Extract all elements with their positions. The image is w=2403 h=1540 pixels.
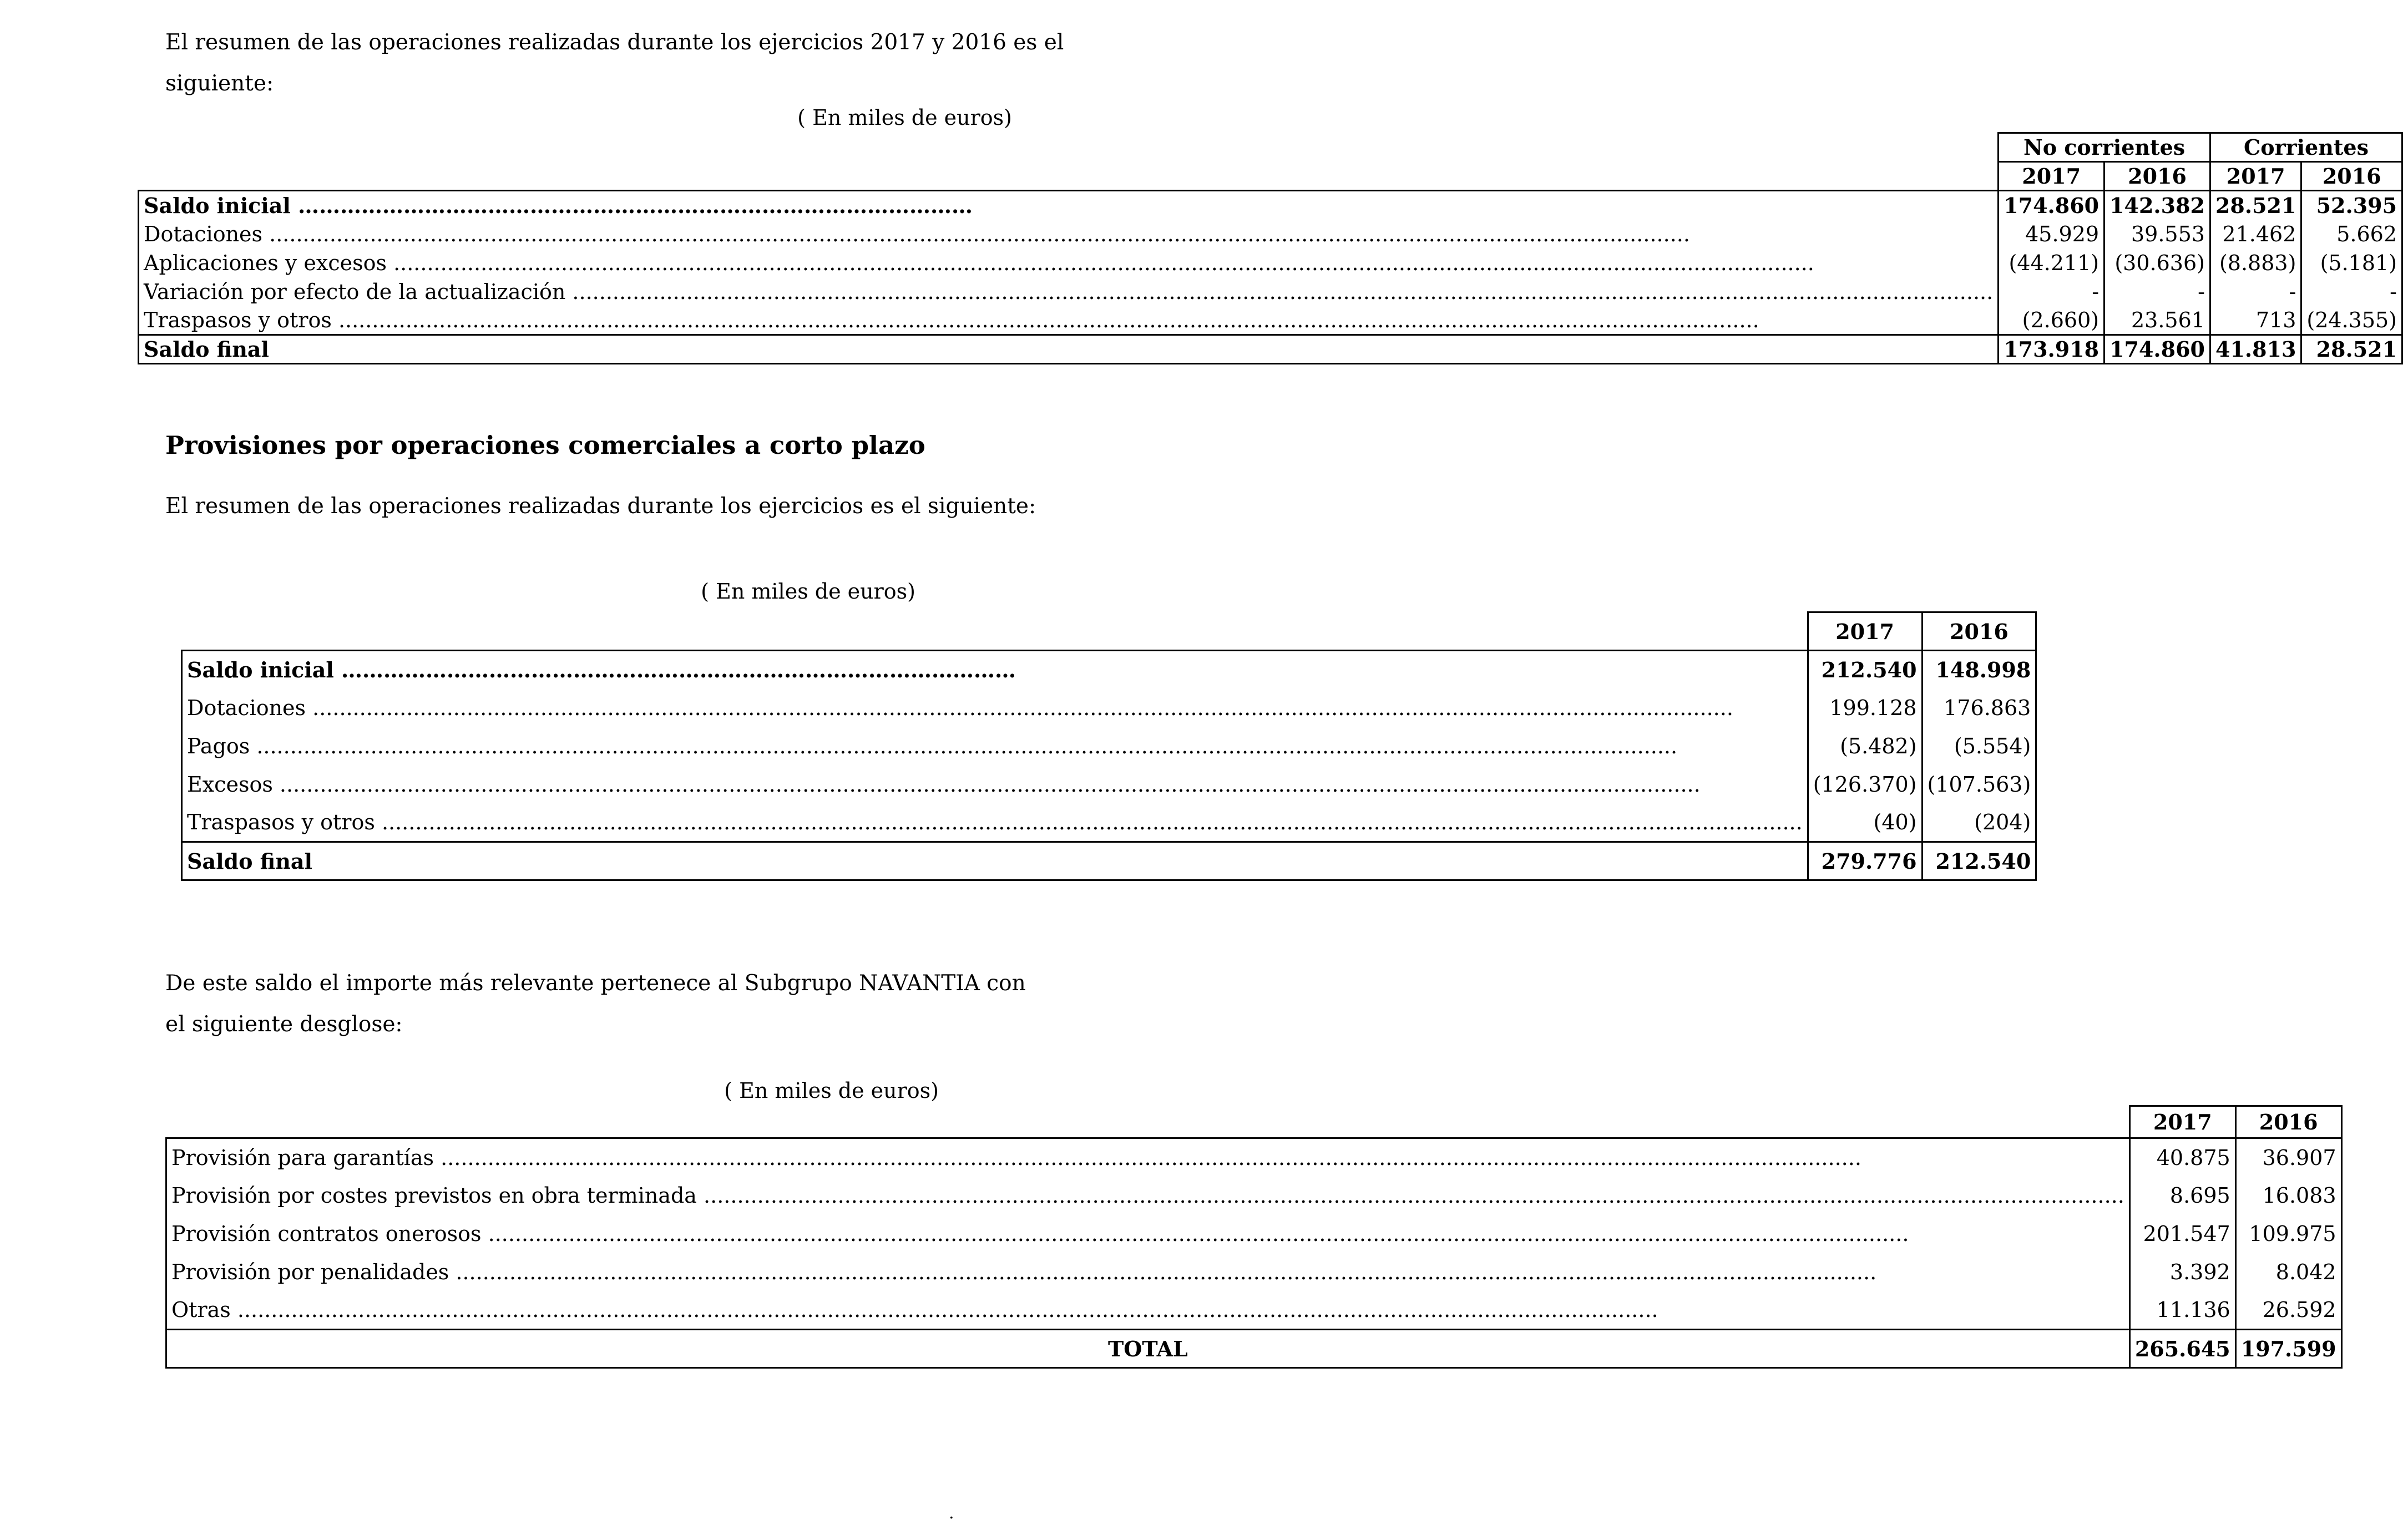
table1-group-header-row [139, 133, 2402, 162]
year-header: 2017 [2210, 162, 2301, 191]
cell-value: (40) [1808, 804, 1922, 842]
cell-value: (30.636) [2104, 249, 2210, 277]
year-header: 2017 [2129, 1106, 2235, 1138]
section2-intro: El resumen de las operaciones realizadas durante los ejercicios es el siguiente: [165, 494, 1036, 519]
cell-value: - [2104, 277, 2210, 306]
cell-value: 36.907 [2235, 1138, 2341, 1177]
cell-value: 5.662 [2301, 220, 2402, 249]
cell-value: 212.540 [1922, 842, 2036, 880]
cell-value: 201.547 [2129, 1215, 2235, 1253]
table-row [139, 306, 2402, 335]
cell-value: 3.392 [2129, 1253, 2235, 1291]
cell-value: (107.563) [1922, 766, 2036, 804]
table-row [139, 249, 2402, 277]
row-label: Provisión por costes previstos en obra terminada ..... [166, 1177, 2130, 1215]
cell-value: 713 [2210, 306, 2301, 335]
row-label: Pagos ..... [182, 727, 1808, 766]
footer-mark: . [949, 1503, 954, 1523]
year-header: 2017 [1808, 612, 1922, 651]
table3-units: ( En miles de euros) [724, 1078, 939, 1103]
year-header: 2016 [2235, 1106, 2341, 1138]
row-label: Variación por efecto de la actualización ..... [139, 277, 1999, 306]
row-label: Otras ..... [166, 1291, 2130, 1330]
cell-value: 26.592 [2235, 1291, 2341, 1330]
year-header: 2016 [1922, 612, 2036, 651]
row-label: Aplicaciones y excesos ..... [139, 249, 1999, 277]
cell-value: (204) [1922, 804, 2036, 842]
table-row [182, 727, 2036, 766]
row-label: Excesos ..... [182, 766, 1808, 804]
cell-value: (2.660) [1999, 306, 2104, 335]
year-header: 2017 [1999, 162, 2104, 191]
cell-value: 21.462 [2210, 220, 2301, 249]
cell-value: 28.521 [2301, 335, 2402, 364]
table-row [182, 689, 2036, 727]
cell-value: 142.382 [2104, 191, 2210, 220]
cell-value: 28.521 [2210, 191, 2301, 220]
cell-value: 199.128 [1808, 689, 1922, 727]
table-row [166, 1215, 2342, 1253]
table-row [166, 1291, 2342, 1330]
row-label: Provisión para garantías ..... [166, 1138, 2130, 1177]
cell-value: - [1999, 277, 2104, 306]
cell-value: 148.998 [1922, 651, 2036, 689]
cell-value: 39.553 [2104, 220, 2210, 249]
intro-paragraph [165, 22, 1064, 104]
table-row [139, 191, 2402, 220]
cell-value: (24.355) [2301, 306, 2402, 335]
cell-value: 23.561 [2104, 306, 2210, 335]
cell-value: 8.695 [2129, 1177, 2235, 1215]
row-label: Traspasos y otros ..... [182, 804, 1808, 842]
table-row [182, 651, 2036, 689]
cell-value: (126.370) [1808, 766, 1922, 804]
table3-year-row [166, 1106, 2342, 1138]
table-row [166, 1253, 2342, 1291]
table3 [165, 1105, 2343, 1369]
table1 [138, 132, 2403, 364]
cell-value: 45.929 [1999, 220, 2104, 249]
cell-value: 279.776 [1808, 842, 1922, 880]
table-row [182, 804, 2036, 842]
year-header: 2016 [2104, 162, 2210, 191]
cell-value: - [2210, 277, 2301, 306]
table-row-total [139, 335, 2402, 364]
cell-value: 11.136 [2129, 1291, 2235, 1330]
cell-value: (8.883) [2210, 249, 2301, 277]
cell-value: 16.083 [2235, 1177, 2341, 1215]
header-corrientes: Corrientes [2210, 133, 2402, 162]
table-row [139, 277, 2402, 306]
table-row [166, 1138, 2342, 1177]
row-label: Saldo inicial …………………………………………………………………………………… [182, 651, 1808, 689]
cell-value: 174.860 [2104, 335, 2210, 364]
cell-value: 176.863 [1922, 689, 2036, 727]
cell-value: 265.645 [2129, 1330, 2235, 1368]
row-label: Saldo final [139, 335, 1999, 364]
cell-value: - [2301, 277, 2402, 306]
cell-value: (44.211) [1999, 249, 2104, 277]
row-label: Provisión por penalidades ..... [166, 1253, 2130, 1291]
row-label: Saldo final [182, 842, 1808, 880]
cell-value: 212.540 [1808, 651, 1922, 689]
cell-value: 174.860 [1999, 191, 2104, 220]
row-label: Traspasos y otros ..... [139, 306, 1999, 335]
header-no-corrientes: No corrientes [1999, 133, 2210, 162]
table2-year-row [182, 612, 2036, 651]
section3-line-2: el siguiente desglose: [165, 1012, 403, 1037]
section-heading: Provisiones por operaciones comerciales a corto plazo [165, 430, 925, 460]
intro-line-2: siguiente: [165, 71, 274, 96]
section3-line-1: De este saldo el importe más relevante pertenece al Subgrupo NAVANTIA con [165, 971, 1026, 996]
cell-value: (5.554) [1922, 727, 2036, 766]
cell-value: 52.395 [2301, 191, 2402, 220]
cell-value: 41.813 [2210, 335, 2301, 364]
table2-units: ( En miles de euros) [701, 579, 915, 604]
row-label: Dotaciones ..... [139, 220, 1999, 249]
table-row-total [166, 1330, 2342, 1368]
year-header: 2016 [2301, 162, 2402, 191]
cell-value: 8.042 [2235, 1253, 2341, 1291]
cell-value: 173.918 [1999, 335, 2104, 364]
row-label: Dotaciones ..... [182, 689, 1808, 727]
section3-paragraph [165, 963, 1026, 1045]
row-label: Saldo inicial …………………………………………………………………………………… [139, 191, 1999, 220]
cell-value: 109.975 [2235, 1215, 2341, 1253]
table1-units: ( En miles de euros) [797, 105, 1012, 130]
cell-value: 197.599 [2235, 1330, 2341, 1368]
cell-value: (5.181) [2301, 249, 2402, 277]
cell-value: 40.875 [2129, 1138, 2235, 1177]
table-row-total [182, 842, 2036, 880]
row-label: Provisión contratos onerosos ..... [166, 1215, 2130, 1253]
table-row [166, 1177, 2342, 1215]
table-row [182, 766, 2036, 804]
total-label: TOTAL [166, 1330, 2130, 1368]
table1-year-row [139, 162, 2402, 191]
cell-value: (5.482) [1808, 727, 1922, 766]
intro-line-1: El resumen de las operaciones realizadas durante los ejercicios 2017 y 2016 es el [165, 30, 1064, 55]
table2 [181, 611, 2037, 881]
table-row [139, 220, 2402, 249]
